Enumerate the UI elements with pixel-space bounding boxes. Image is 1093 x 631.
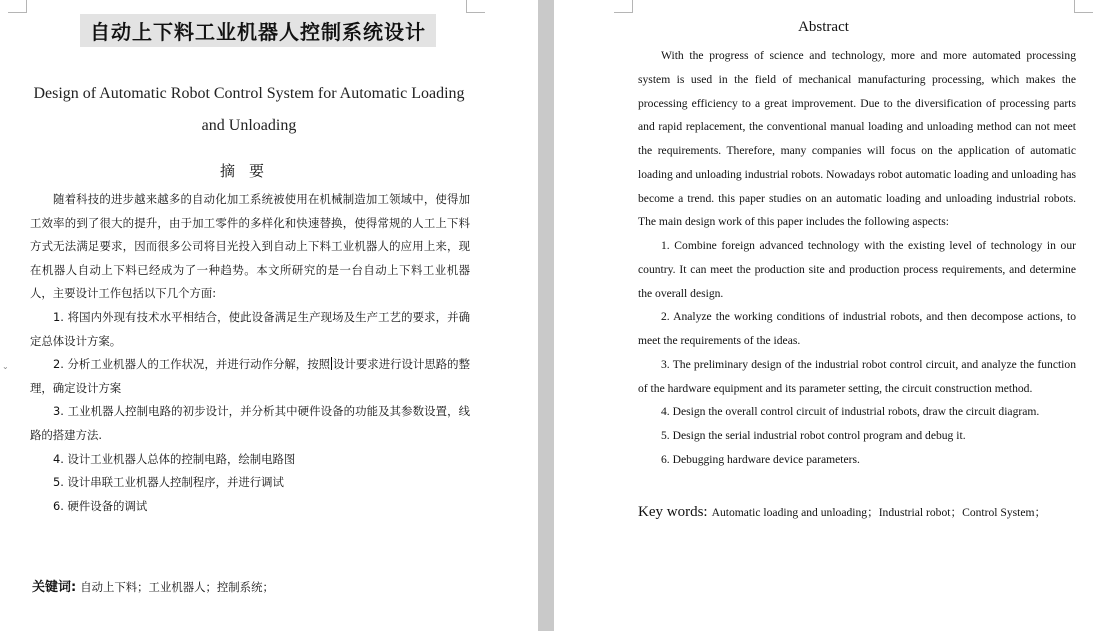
crop-mark-top-left xyxy=(8,0,27,13)
chinese-title[interactable]: 自动上下料工业机器人控制系统设计 xyxy=(80,14,436,47)
chinese-list-item-6[interactable]: 6. 硬件设备的调试 xyxy=(53,498,148,513)
english-list-item-6[interactable]: 6. Debugging hardware device parameters. xyxy=(661,452,860,466)
chinese-list-item-2-part1: 2. 分析工业机器人的工作状况，并进行动作分解，按照 xyxy=(53,357,331,372)
crop-mark-top-right xyxy=(466,0,485,13)
english-abstract-heading[interactable]: Abstract xyxy=(798,19,849,35)
chinese-abstract-body[interactable] xyxy=(30,188,470,518)
chinese-list-item-5[interactable]: 5. 设计串联工业机器人控制程序，并进行调试 xyxy=(53,475,284,490)
chinese-list-item-4[interactable]: 4. 设计工业机器人总体的控制电路，绘制电路图 xyxy=(53,451,296,466)
margin-mark: ⌄ xyxy=(2,362,9,371)
chinese-list-item-1[interactable]: 1. 将国内外现有技术水平相结合，使此设备满足生产现场及生产工艺的要求，并确定总体设计方案。 xyxy=(30,309,470,348)
english-keywords-label: Key words: xyxy=(638,504,708,520)
english-list-item-5[interactable]: 5. Design the serial industrial robot control program and debug it. xyxy=(661,429,966,442)
english-list-item-1[interactable]: 1. Combine foreign advanced technology with the existing level of technology in our country. It can meet the production site and production process requirements, and determine the overall design. xyxy=(638,239,1076,300)
english-list-item-3[interactable]: 3. The preliminary design of the industrial robot control circuit, and analyze the function of the hardware equipment and its parameter setting, the circuit construction method. xyxy=(638,357,1076,395)
english-abstract-paragraph[interactable]: With the progress of science and technology, more and more automated processing system is used in the field of mechanical manufacturing processing, which makes the processing efficiency to a great improvement. Due to the diversification of processing parts and rapid replacement, the conventional manual loading and unloading method can not meet the requirements. Therefore, many companies will focus on the application of automatic loading and unloading industrial robots. Nowadays robot automatic loading and unloading has become a trend. this paper studies on an automatic loading and unloading industrial robots. The main design work of this paper includes the following aspects: xyxy=(638,49,1076,229)
chinese-keywords-text: 自动上下料；工业机器人；控制系统； xyxy=(80,580,274,594)
english-list-item-4[interactable]: 4. Design the overall control circuit of industrial robots, draw the circuit diagram. xyxy=(661,405,1040,419)
chinese-keywords-label: 关键词: xyxy=(32,580,77,595)
english-abstract-body[interactable] xyxy=(638,44,1076,472)
page-gutter xyxy=(538,0,554,631)
right-page xyxy=(554,0,1093,631)
chinese-abstract-paragraph[interactable]: 随着科技的进步越来越多的自动化加工系统被使用在机械制造加工领域中，使得加工效率的到了很大的提升，由于加工零件的多样化和快速替换，使得常规的人工上下料方式无法满足要求，因而很多公司将目光投入到自动上下料工业机器人的应用上来，现在机器人自动上下料已经成为了一种趋势。本文所研究的是一台自动上下料工业机器人，主要设计工作包括以下几个方面: xyxy=(30,192,470,301)
english-keywords-text: Automatic loading and unloading；Industrial robot；Control System； xyxy=(711,506,1047,519)
chinese-keywords[interactable] xyxy=(32,576,274,595)
chinese-list-item-2[interactable] xyxy=(30,353,470,400)
english-list-item-2[interactable]: 2. Analyze the working conditions of industrial robots, and then decompose actions, to meet the requirements of the ideas. xyxy=(638,310,1076,347)
chinese-list-item-2-part2: 设计要求进行设计思路的整理，确定设计方案 xyxy=(30,357,470,395)
text-cursor xyxy=(331,357,332,370)
crop-mark-top-left xyxy=(614,0,633,13)
english-title[interactable]: Design of Automatic Robot Control System for Automatic Loading and Unloading xyxy=(33,85,465,134)
crop-mark-top-right xyxy=(1074,0,1093,13)
chinese-list-item-3[interactable]: 3. 工业机器人控制电路的初步设计，并分析其中硬件设备的功能及其参数设置，线路的搭建方法. xyxy=(30,404,470,442)
chinese-abstract-heading[interactable]: 摘要 xyxy=(219,162,278,180)
english-keywords[interactable] xyxy=(638,504,1046,521)
chinese-title-container xyxy=(0,14,516,47)
left-page xyxy=(0,0,538,631)
